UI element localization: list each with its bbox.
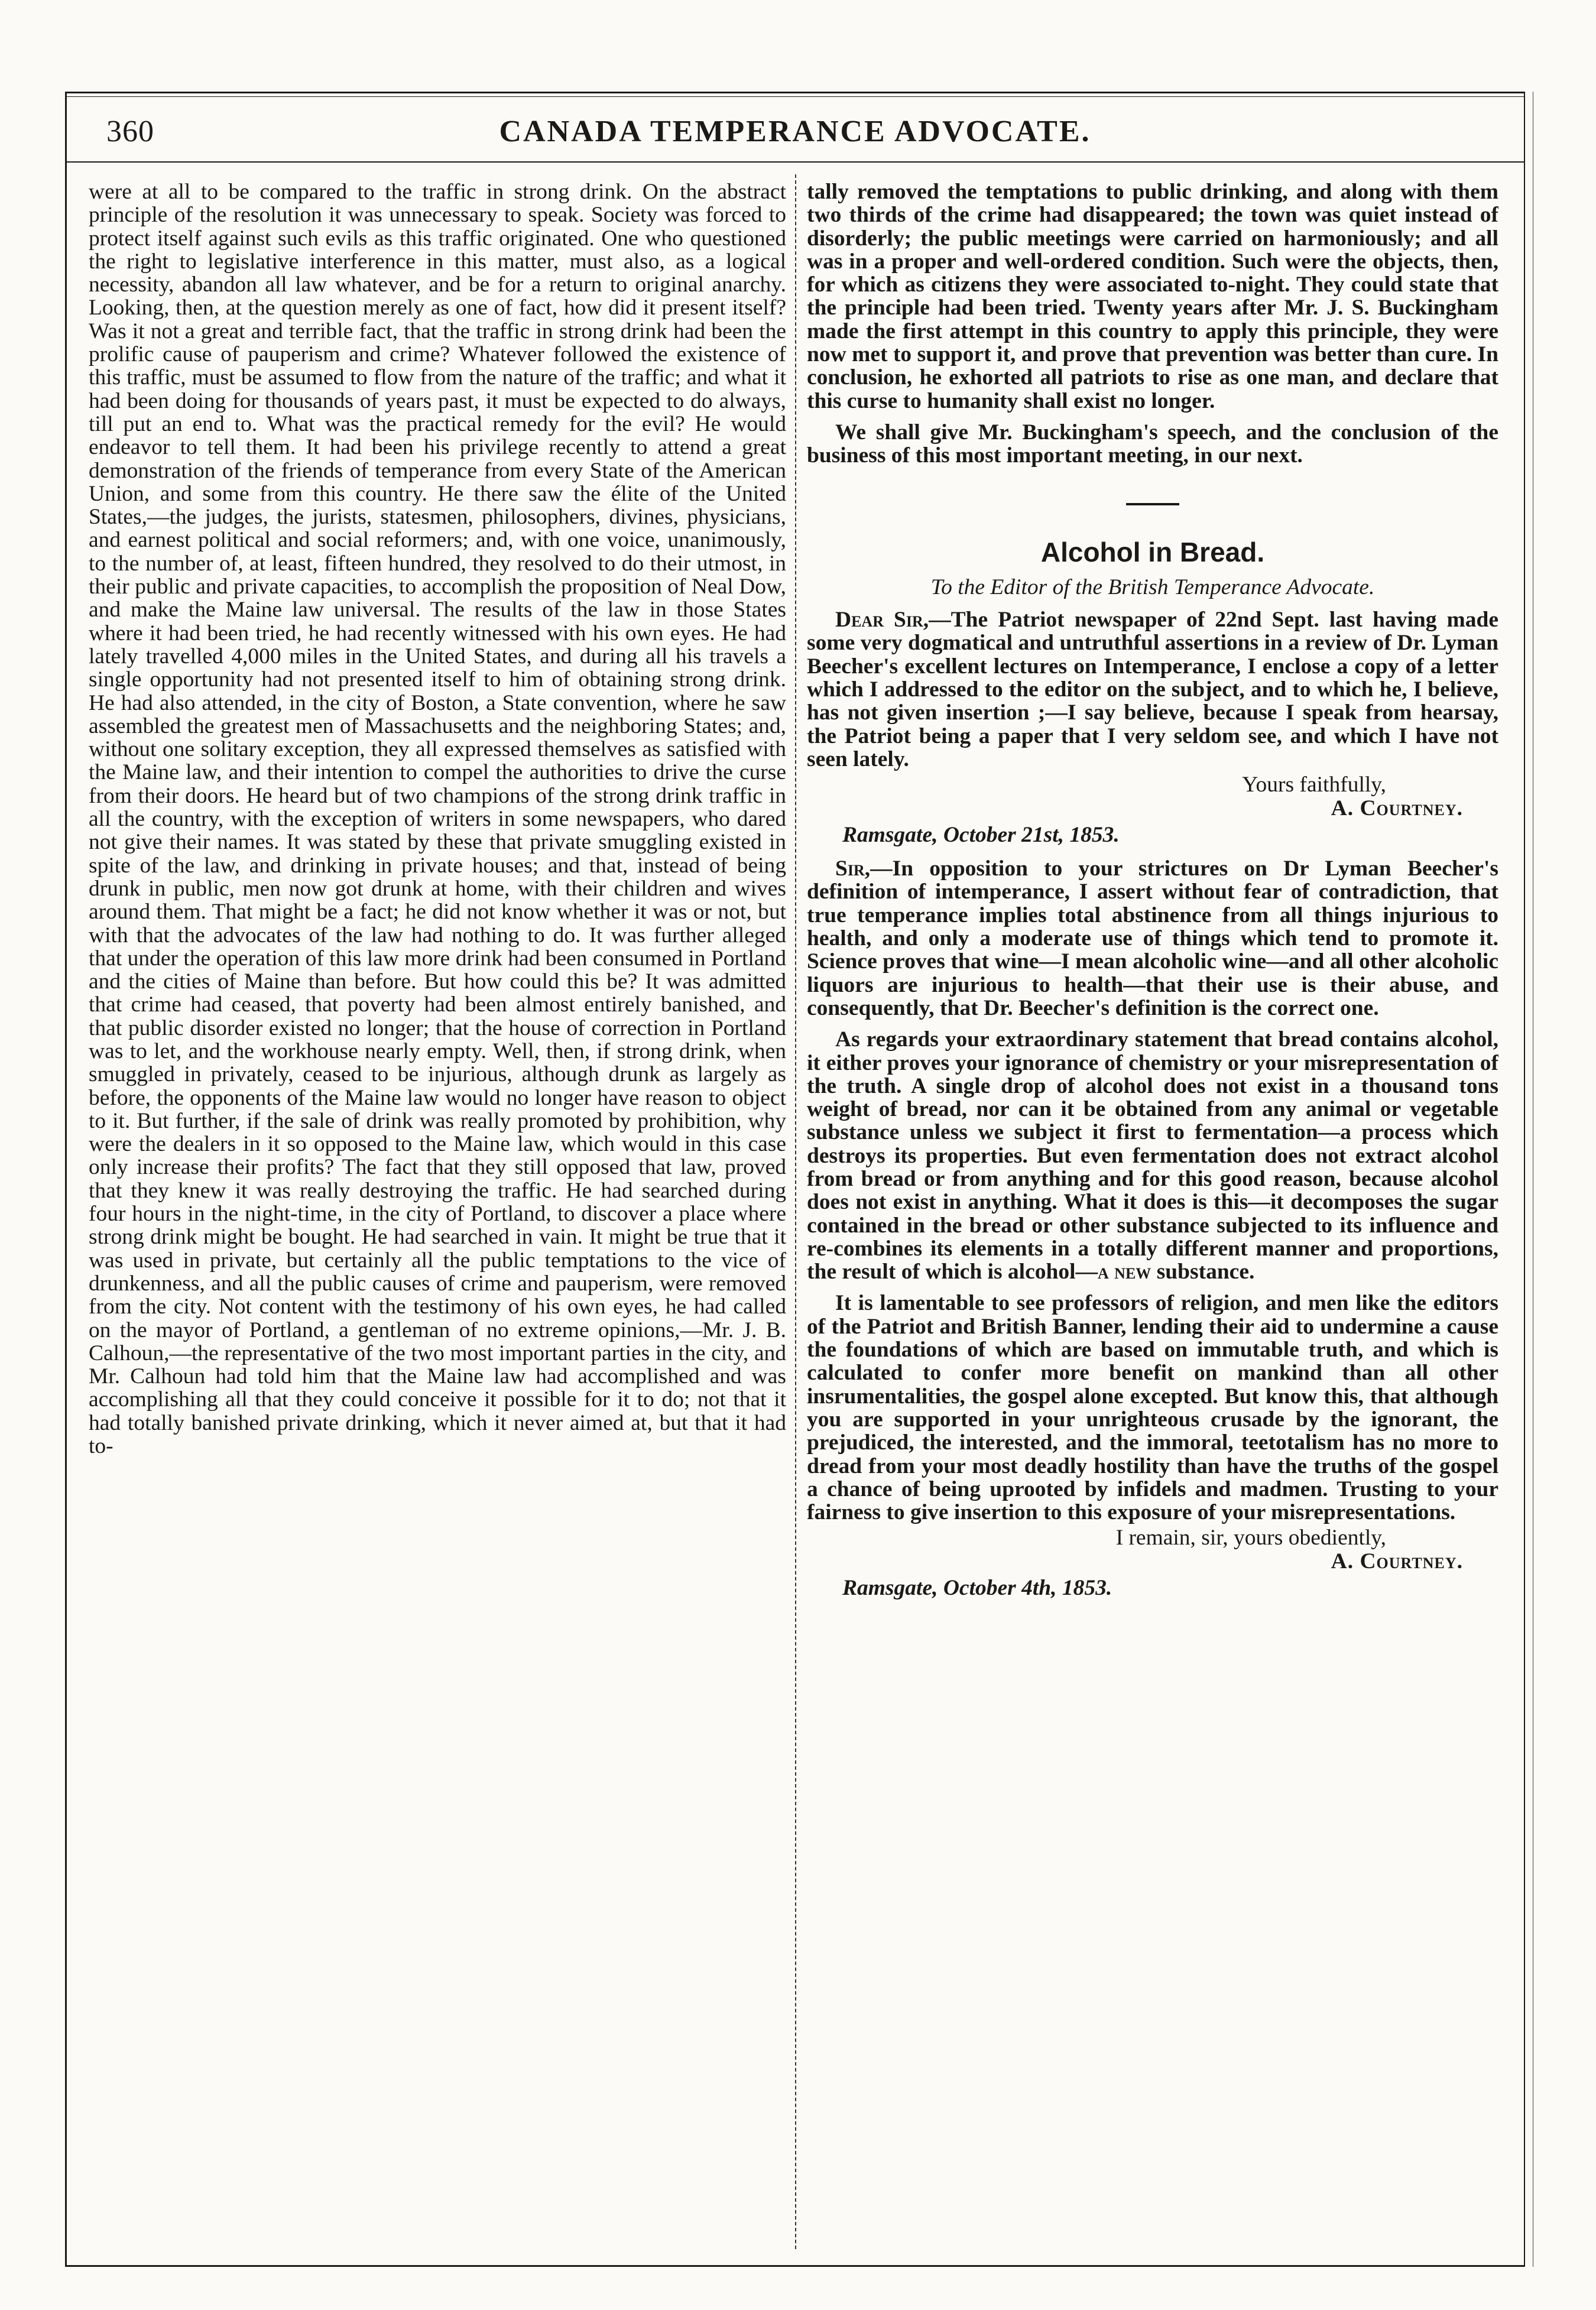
top-rule-inner xyxy=(65,96,1525,97)
right-rule xyxy=(1524,92,1525,2267)
speech-continuation: tally removed the temptations to public drinking, and along with them two thirds of the crime had disappeared; the town was quiet instead of disorderly; the public meetings were carried on harmoniously; and all was in a proper and well-ordered condition. Such were the objects, then, for which as citizens they were associated to-night. They could state that the principle had been tried. Twenty years after Mr. J. S. Buckingham made the first attempt in this country to apply this principle, they were now met to support it, and prove that prevention was better than cure. In conclusion, he exhorted all patriots to rise as one man, and declare that this curse to humanity shall exist no longer. xyxy=(807,180,1498,413)
letter1-salutation: Dear Sir, xyxy=(835,608,929,632)
editor-note: We shall give Mr. Buckingham's speech, and the conclusion of the business of this most important meeting, in our next. xyxy=(807,420,1498,468)
speech-text: were at all to be compared to the traffic in strong drink. On the abstract principle of the resolution it was unnecessary to speak. Society was forced to protect itself against such evils as this traffic originated. One who questioned the right to legislative interference in this matter, must also, as a logical necessity, abandon all law whatever, and be for a return to original anarchy. Looking, then, at the question merely as one of fact, how did it present itself? Was it not a great and terrible fact, that the traffic in strong drink had been the prolific cause of pauperism and crime? Whatever followed the existence of this traffic, must be assumed to flow from the nature of the traffic; and what it had been doing for thousands of years past, it must be expected to do always, till put an end to. What was the practical remedy for the evil? He would endeavor to tell them. It had been his privilege recently to attend a great demonstration of the friends of temperance from every State of the American Union, and some from this country. He there saw the élite of the United States,—the judges, the jurists, statesmen, philosophers, divines, physicians, and earnest political and social reformers; and, with one voice, unanimously, to the number of, at least, fifteen hundred, they resolved to do their utmost, in their public and private capacities, to accomplish the proposition of Neal Dow, and make the Maine law universal. The results of the law in those States where it had been tried, he had recently witnessed with his own eyes. He had lately travelled 4,000 miles in the United States, and during all his travels a single opportunity had not presented itself to him of obtaining strong drink. He had also attended, in the city of Boston, a State convention, where he saw assembled the greatest men of Massachusetts and the neighboring States; and, without one solitary exception, they all expressed themselves as satisfied with the Maine law, and their intention to compel the authorities to drive the curse from their doors. He heard but of two champions of the strong drink traffic in all the country, with the exception of writers in some newspapers, who dared not give their names. It was stated by these that private smuggling existed in spite of the law, and drinking in private houses; and that, instead of being drunk in public, men now got drunk at home, with their children and wives around them. That might be a fact; he did not know whether it was or not, but with that the advocates of the law had nothing to do. It was further alleged that under the operation of this law more drink had been consumed in Portland and the cities of Maine than before. But how could this be? It was admitted that crime had ceased, that poverty had been almost entirely banished, and that public disorder existed no longer; that the house of correction in Portland was to let, and the workhouse nearly empty. Well, then, if strong drink, when smuggled in privately, ceased to be injurious, although drunk as largely as before, the opponents of the Maine law would no longer have reason to object to it. But further, if the sale of drink was really promoted by prohibition, why were the dealers in it so opposed to the Maine law, which would in this case only increase their profits? The fact that they still opposed that law, proved that they knew it was really destroying the traffic. He had searched during four hours in the night-time, in the city of Portland, to discover a place where strong drink might be bought. He had searched in vain. It might be true that it was used in private, but certainly all the public temptations to the vice of drunkenness, and all the public causes of crime and pauperism, were removed from the city. Not content with the testimony of his own eyes, he had called on the mayor of Portland, a gentleman of no extreme opinions,—Mr. J. B. Calhoun,—the representative of the two most important parties in the city, and Mr. Calhoun had told him that the Maine law had accomplished and was accomplishing all that they could conceive it possible for it to do; not that it had totally banished private drinking, which it never aimed at, but that it had to- xyxy=(89,180,786,1459)
column-divider xyxy=(795,174,796,2249)
letter2-close: I remain, sir, yours obediently, xyxy=(1115,1526,1386,1550)
article-subtitle: To the Editor of the British Temperance Advocate. xyxy=(930,575,1375,599)
letter2-paragraph-1 xyxy=(807,857,1498,1020)
left-column xyxy=(89,180,786,2237)
letter1-text: —The Patriot newspaper of 22nd Sept. last having made some very dogmatical and untruthful assertions in a review of Dr. Lyman Beecher's excellent lectures on Intemperance, I enclose a copy of a letter which I addressed to the editor on the subject, and to which he, I believe, has not given insertion ;—I say believe, because I speak from hearsay, the Patriot being a paper that I very seldom see, and which I have not seen lately. xyxy=(807,608,1498,771)
letter1-close: Yours faithfully, xyxy=(1242,773,1386,797)
section-divider xyxy=(1126,503,1179,505)
letter2-dateline: Ramsgate, October 4th, 1853. xyxy=(842,1576,1112,1601)
article-title: Alcohol in Bread. xyxy=(1040,536,1265,567)
letter2-paragraph-3: It is lamentable to see professors of religion, and men like the editors of the Patriot and British Banner, lending their aid to undermine a cause the foundations of which are based on immutable truth, and which is calculated to confer more benefit on mankind than all other insrumentalities, the gospel alone excepted. But know this, that although you are supported in your unrighteous crusade by the ignorant, the prejudiced, the interested, and the immoral, teetotalism has no more to dread from your most deadly hostility than have the truths of the gospel a chance of being uprooted by infidels and madmen. Trusting to your fairness to give insertion to this exposure of your misrepresentations. xyxy=(807,1291,1498,1525)
letter2-signature: A. Courtney. xyxy=(1331,1549,1463,1573)
letter2-text-2-caps: a new xyxy=(1098,1260,1151,1284)
page-frame xyxy=(65,92,1525,2267)
letter2-text-2b: substance. xyxy=(1151,1260,1255,1284)
bottom-rule xyxy=(65,2265,1525,2267)
journal-title: CANADA TEMPERANCE ADVOCATE. xyxy=(499,115,1091,148)
letter1-dateline: Ramsgate, October 21st, 1853. xyxy=(842,822,1120,847)
letter1-body xyxy=(807,608,1498,771)
letter2-text-1: —In opposition to your strictures on Dr Lyman Beecher's definition of intemperance, I assert without fear of contradiction, that true temperance implies total abstinence from all things injurious to health, and only a moderate use of things which tend to promote it. Science proves that wine—I mean alcoholic wine—and all other alcoholic liquors are injurious to health—that their use is their abuse, and consequently, that Dr. Beecher's definition is the correct one. xyxy=(807,856,1498,1020)
letter2-paragraph-2 xyxy=(807,1028,1498,1283)
header-rule xyxy=(65,161,1525,163)
page-number: 360 xyxy=(106,115,154,148)
page-header xyxy=(89,109,1501,157)
right-column xyxy=(807,180,1498,2237)
letter2-text-2a: As regards your extraordinary statement that bread contains alcohol, it either proves your ignorance of chemistry or your misrepresentation of the truth. A single drop of alcohol does not exist in a thousand tons weight of bread, nor can it be obtained from any animal or vegetable substance unless we subject it first to fermentation—a process which destroys its properties. But even fermentation does not extract alcohol from bread or from anything and for this good reason, because alcohol does not exist in anything. What it does is this—it decomposes the sugar contained in the bread or other substance subjected to its influence and re-combines its elements in a totally different manner and proportions, the result of which is alcohol— xyxy=(807,1027,1498,1284)
top-rule xyxy=(65,92,1525,93)
letter2-salutation: Sir, xyxy=(835,856,871,881)
letter1-signature: A. Courtney. xyxy=(1331,796,1463,820)
left-rule xyxy=(65,92,67,2267)
